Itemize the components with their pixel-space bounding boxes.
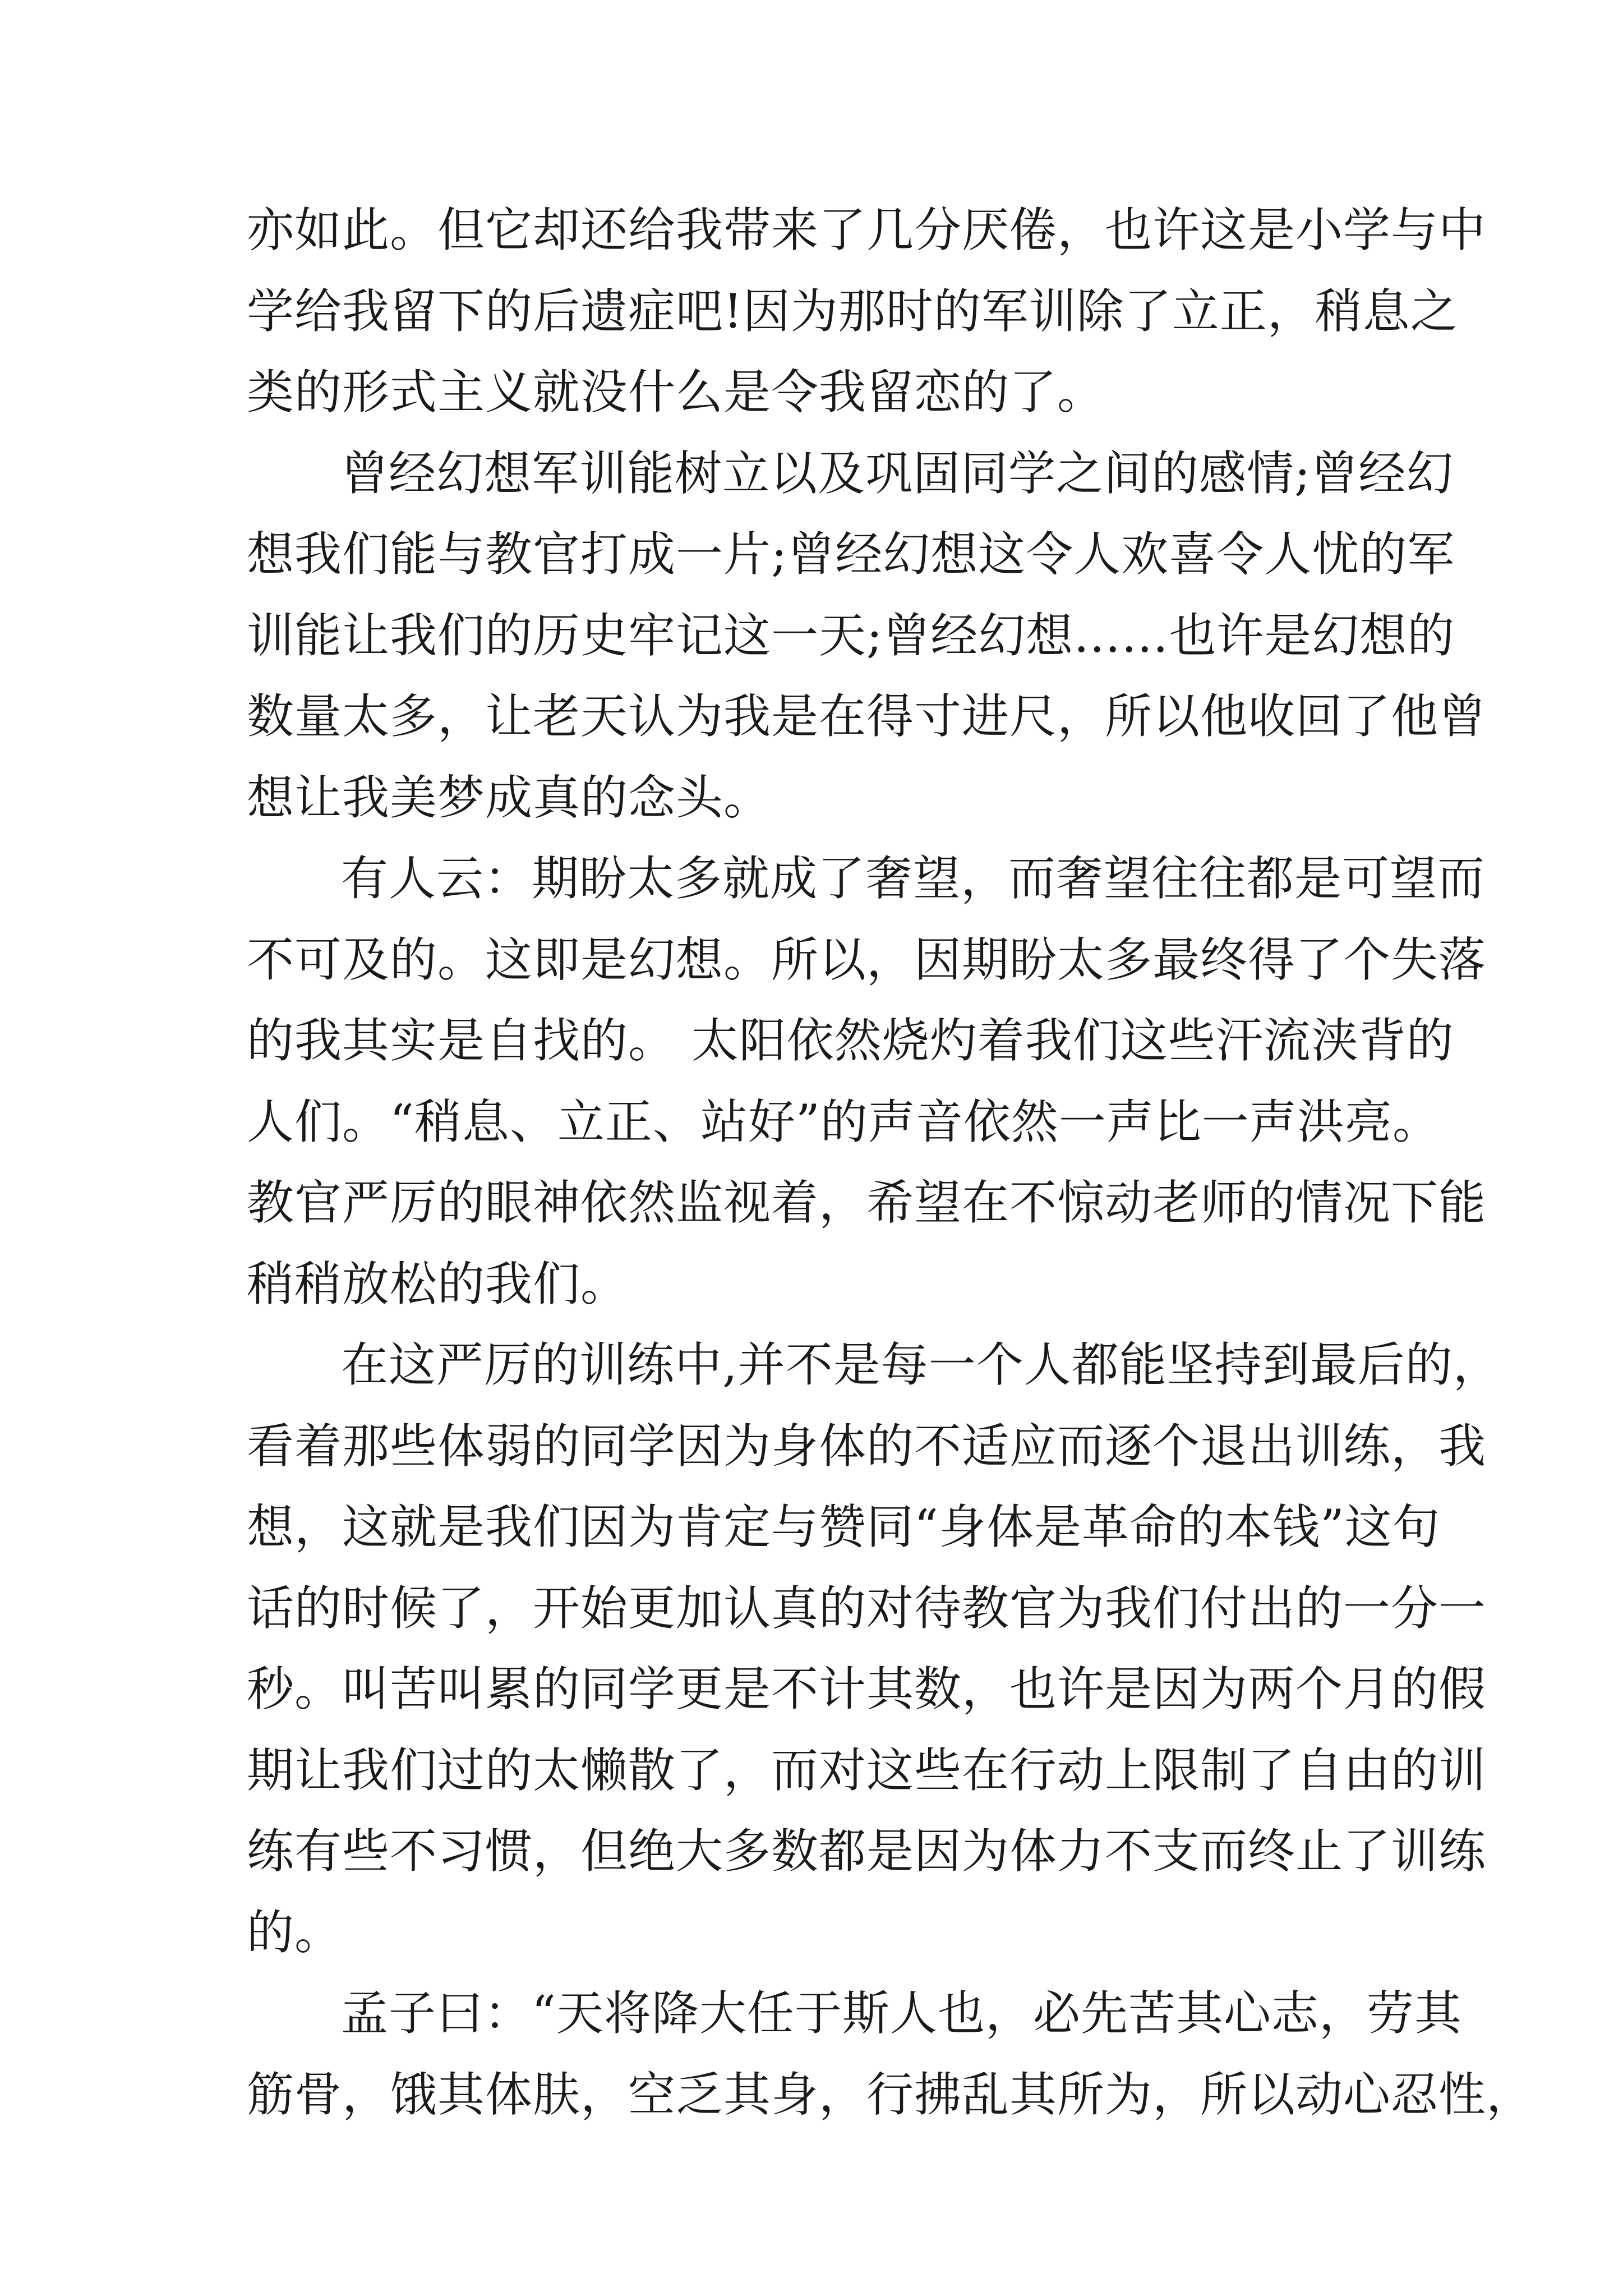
text-line: 亦如此。但它却还给我带来了几分厌倦，也许这是小学与中 [247, 203, 1487, 257]
document-body [247, 190, 1534, 2135]
text-line: 筋骨，饿其体肤，空乏其身，行拂乱其所为，所以动心忍性， [247, 2067, 1534, 2122]
paragraph-5 [247, 1973, 1534, 2135]
text-line: 的我其实是自找的。 太阳依然烧灼着我们这些汗流浃背的 [247, 1013, 1454, 1068]
paragraph-4 [247, 1324, 1501, 1973]
text-line: 在这严厉的训练中,并不是每一个人都能坚持到最后的， [341, 1337, 1501, 1392]
paragraph-2 [247, 433, 1487, 839]
text-line: 数量太多，让老天认为我是在得寸进尺，所以他收回了他曾 [247, 689, 1487, 744]
text-line: 学给我留下的后遗症吧!因为那时的军训除了立正，稍息之 [247, 283, 1458, 339]
text-line: 的。 [247, 1904, 343, 1960]
text-line: 稍稍放松的我们。 [247, 1256, 629, 1312]
text-line: 练有些不习惯，但绝大多数都是因为体力不支而终止了训练 [247, 1824, 1487, 1879]
text-line: 人们。“稍息、立正、站好”的声音依然一声比一声洪亮。 [247, 1094, 1440, 1149]
paragraph-3 [247, 838, 1487, 1324]
text-line: 不可及的。这即是幻想。所以，因期盼太多最终得了个失落 [247, 932, 1487, 987]
paragraph-1 [247, 190, 1487, 433]
text-line: 期让我们过的太懒散了，而对这些在行动上限制了自由的训 [247, 1742, 1487, 1798]
text-line: 孟子曰：“天将降大任于斯人也，必先苦其心志，劳其 [341, 1986, 1462, 2041]
text-line: 想让我美梦成真的念头。 [247, 770, 772, 825]
text-line: 看着那些体弱的同学因为身体的不适应而逐个退出训练，我 [247, 1418, 1487, 1474]
text-line: 话的时候了，开始更加认真的对待教官为我们付出的一分一 [247, 1580, 1487, 1636]
text-line: 训能让我们的历史牢记这一天;曾经幻想……也许是幻想的 [247, 608, 1455, 663]
text-line: 类的形式主义就没什么是令我留恋的了。 [247, 365, 1105, 420]
text-line: 想，这就是我们因为肯定与赞同“身体是革命的本钱”这句 [247, 1499, 1440, 1554]
text-line: 有人云：期盼太多就成了奢望，而奢望往往都是可望而 [341, 851, 1486, 906]
text-line: 秒。叫苦叫累的同学更是不计其数，也许是因为两个月的假 [247, 1662, 1487, 1717]
text-line: 想我们能与教官打成一片;曾经幻想这令人欢喜令人忧的军 [247, 527, 1455, 582]
text-line: 曾经幻想军训能树立以及巩固同学之间的感情;曾经幻 [341, 445, 1454, 501]
text-line: 教官严厉的眼神依然监视着，希望在不惊动老师的情况下能 [247, 1175, 1487, 1230]
